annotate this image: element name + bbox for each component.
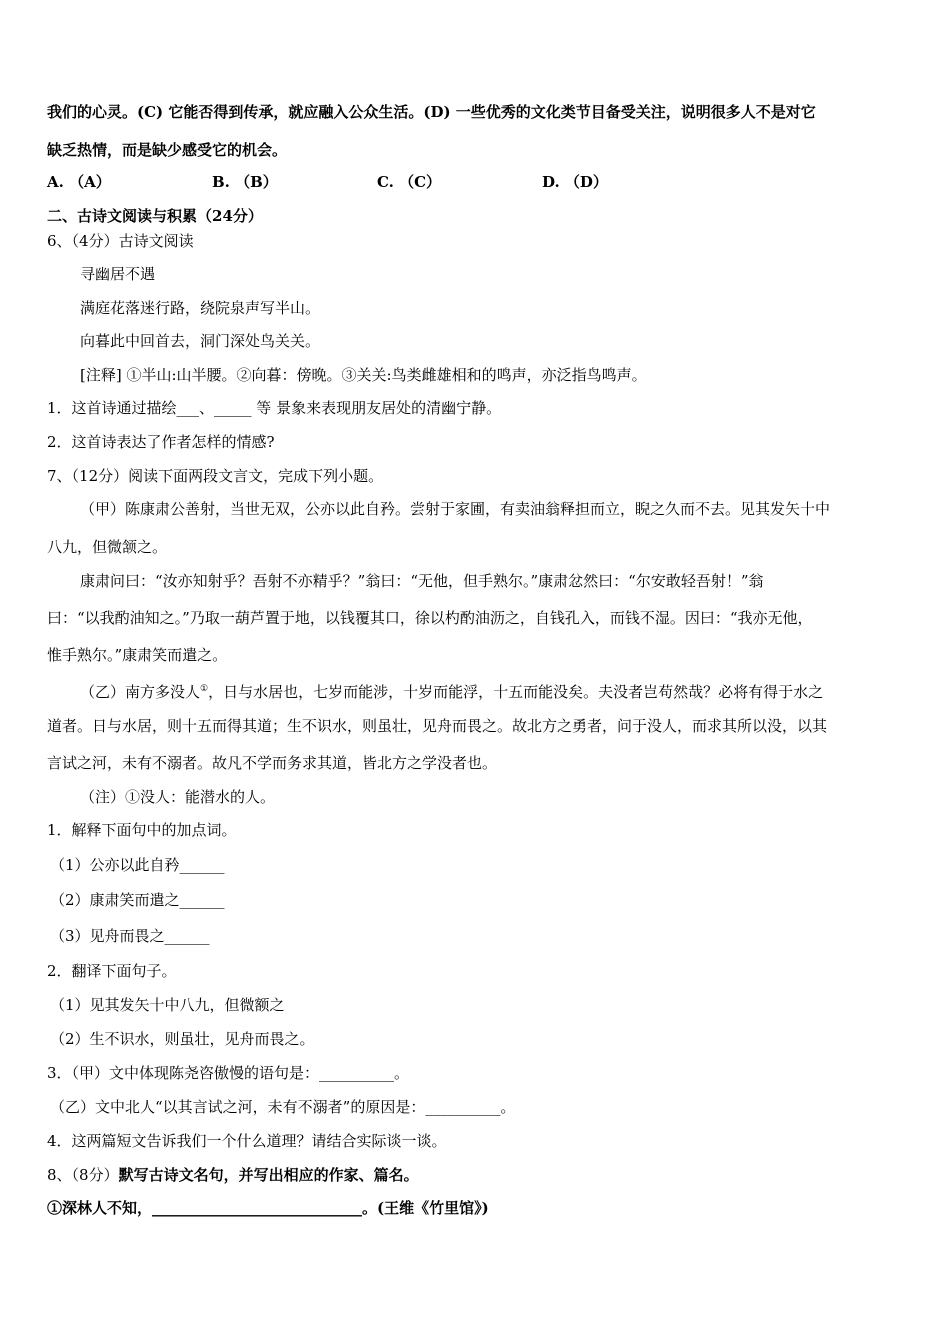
jia-p2-line-1: 康肃问曰：“汝亦知射乎？吾射不亦精乎？”翁曰：“无他，但手熟尔。”康肃忿然曰：“尔安敢轻吾射！”翁	[80, 572, 764, 590]
q7-sub-1-2: （2）康肃笑而遣之______	[50, 891, 225, 909]
poem-line-1: 满庭花落迷行路，绕院泉声写半山。	[80, 299, 321, 317]
jia-p1-line-2: 八九，但微颔之。	[47, 538, 168, 556]
jia-p2-line-2: 曰：“以我酌油知之。”乃取一葫芦置于地，以钱覆其口，徐以杓酌油沥之，自钱孔入，而钱不湿。因曰：“我亦无他，	[47, 609, 813, 627]
q7-sub-3: 3．（甲）文中体现陈尧咨傲慢的语句是：__________。	[47, 1064, 410, 1082]
yi-line-1-a: （乙）南方多没人	[80, 683, 201, 701]
q6-sub-2: 2．这首诗表达了作者怎样的情感?	[47, 433, 275, 451]
intro-line-2: 缺乏热情，而是缺少感受它的机会。	[47, 141, 288, 159]
q6-head: 6、（4分）古诗文阅读	[47, 232, 194, 250]
yi-line-1-b: ，日与水居也，七岁而能涉，十岁而能浮，十五而能没矣。夫没者岂苟然哉？必将有得于水之	[208, 683, 824, 701]
poem-line-2: 向暮此中回首去，洞门深处鸟关关。	[80, 332, 321, 350]
q6-sub-1: 1．这首诗通过描绘___、_____ 等 景象来表现朋友居处的清幽宁静。	[47, 399, 502, 417]
yi-line-3: 言试之河，未有不溺者。故凡不学而务求其道，皆北方之学没者也。	[47, 754, 498, 772]
q7-sub-2-2: （2）生不识水，则虽壮，见舟而畏之。	[50, 1030, 315, 1048]
q7-sub-2-1: （1）见其发矢十中八九，但微额之	[50, 996, 285, 1014]
option-d: D. （D）	[542, 173, 608, 191]
q7-head: 7、（12分）阅读下面两段文言文，完成下列小题。	[47, 467, 384, 485]
q8-head-num: 8、（8分）	[47, 1166, 119, 1184]
jia-p2-line-3: 惟手熟尔。”康肃笑而遣之。	[47, 646, 228, 664]
q7-sub-2: 2．翻译下面句子。	[47, 962, 177, 980]
yi-note: （注）①没人：能潜水的人。	[80, 788, 276, 806]
poem-note: [注释] ①半山:山半腰。②向暮：傍晚。③关关:鸟类雌雄相和的鸣声，亦泛指鸟鸣声。	[80, 366, 647, 384]
option-b: B. （B）	[212, 173, 278, 191]
yi-line-1	[80, 679, 823, 702]
footnote-marker: ①	[200, 684, 209, 694]
q8-item-1: ①深林人不知，____________________________。(王维《竹里馆》)	[47, 1199, 489, 1217]
q7-sub-3b: （乙）文中北人“以其言试之河，未有不溺者”的原因是：__________。	[50, 1098, 516, 1116]
q7-sub-1-1: （1）公亦以此自矜______	[50, 856, 225, 874]
jia-p1-line-1: （甲）陈康肃公善射，当世无双，公亦以此自矜。尝射于家圃，有卖油翁释担而立，睨之久而不去。见其发矢十中	[80, 500, 831, 518]
q7-sub-4: 4．这两篇短文告诉我们一个什么道理？请结合实际谈一谈。	[47, 1132, 447, 1150]
yi-line-2: 道者。日与水居，则十五而得其道；生不识水，则虽壮，见舟而畏之。故北方之勇者，问于没人，而求其所以没，以其	[47, 717, 828, 735]
poem-title: 寻幽居不遇	[80, 265, 156, 283]
q8-head-text: 默写古诗文名句，并写出相应的作家、篇名。	[118, 1166, 419, 1184]
section-2-title: 二、古诗文阅读与积累（24分）	[47, 207, 263, 225]
intro-line-1: 我们的心灵。(C) 它能否得到传承，就应融入公众生活。(D) 一些优秀的文化类节目备受关注，说明很多人不是对它	[47, 103, 816, 121]
option-c: C. （C）	[377, 173, 442, 191]
q7-sub-1: 1．解释下面句中的加点词。	[47, 821, 237, 839]
q7-sub-1-3: （3）见舟而畏之______	[50, 927, 210, 945]
option-a: A. （A）	[47, 173, 111, 191]
q8-head	[47, 1165, 419, 1185]
